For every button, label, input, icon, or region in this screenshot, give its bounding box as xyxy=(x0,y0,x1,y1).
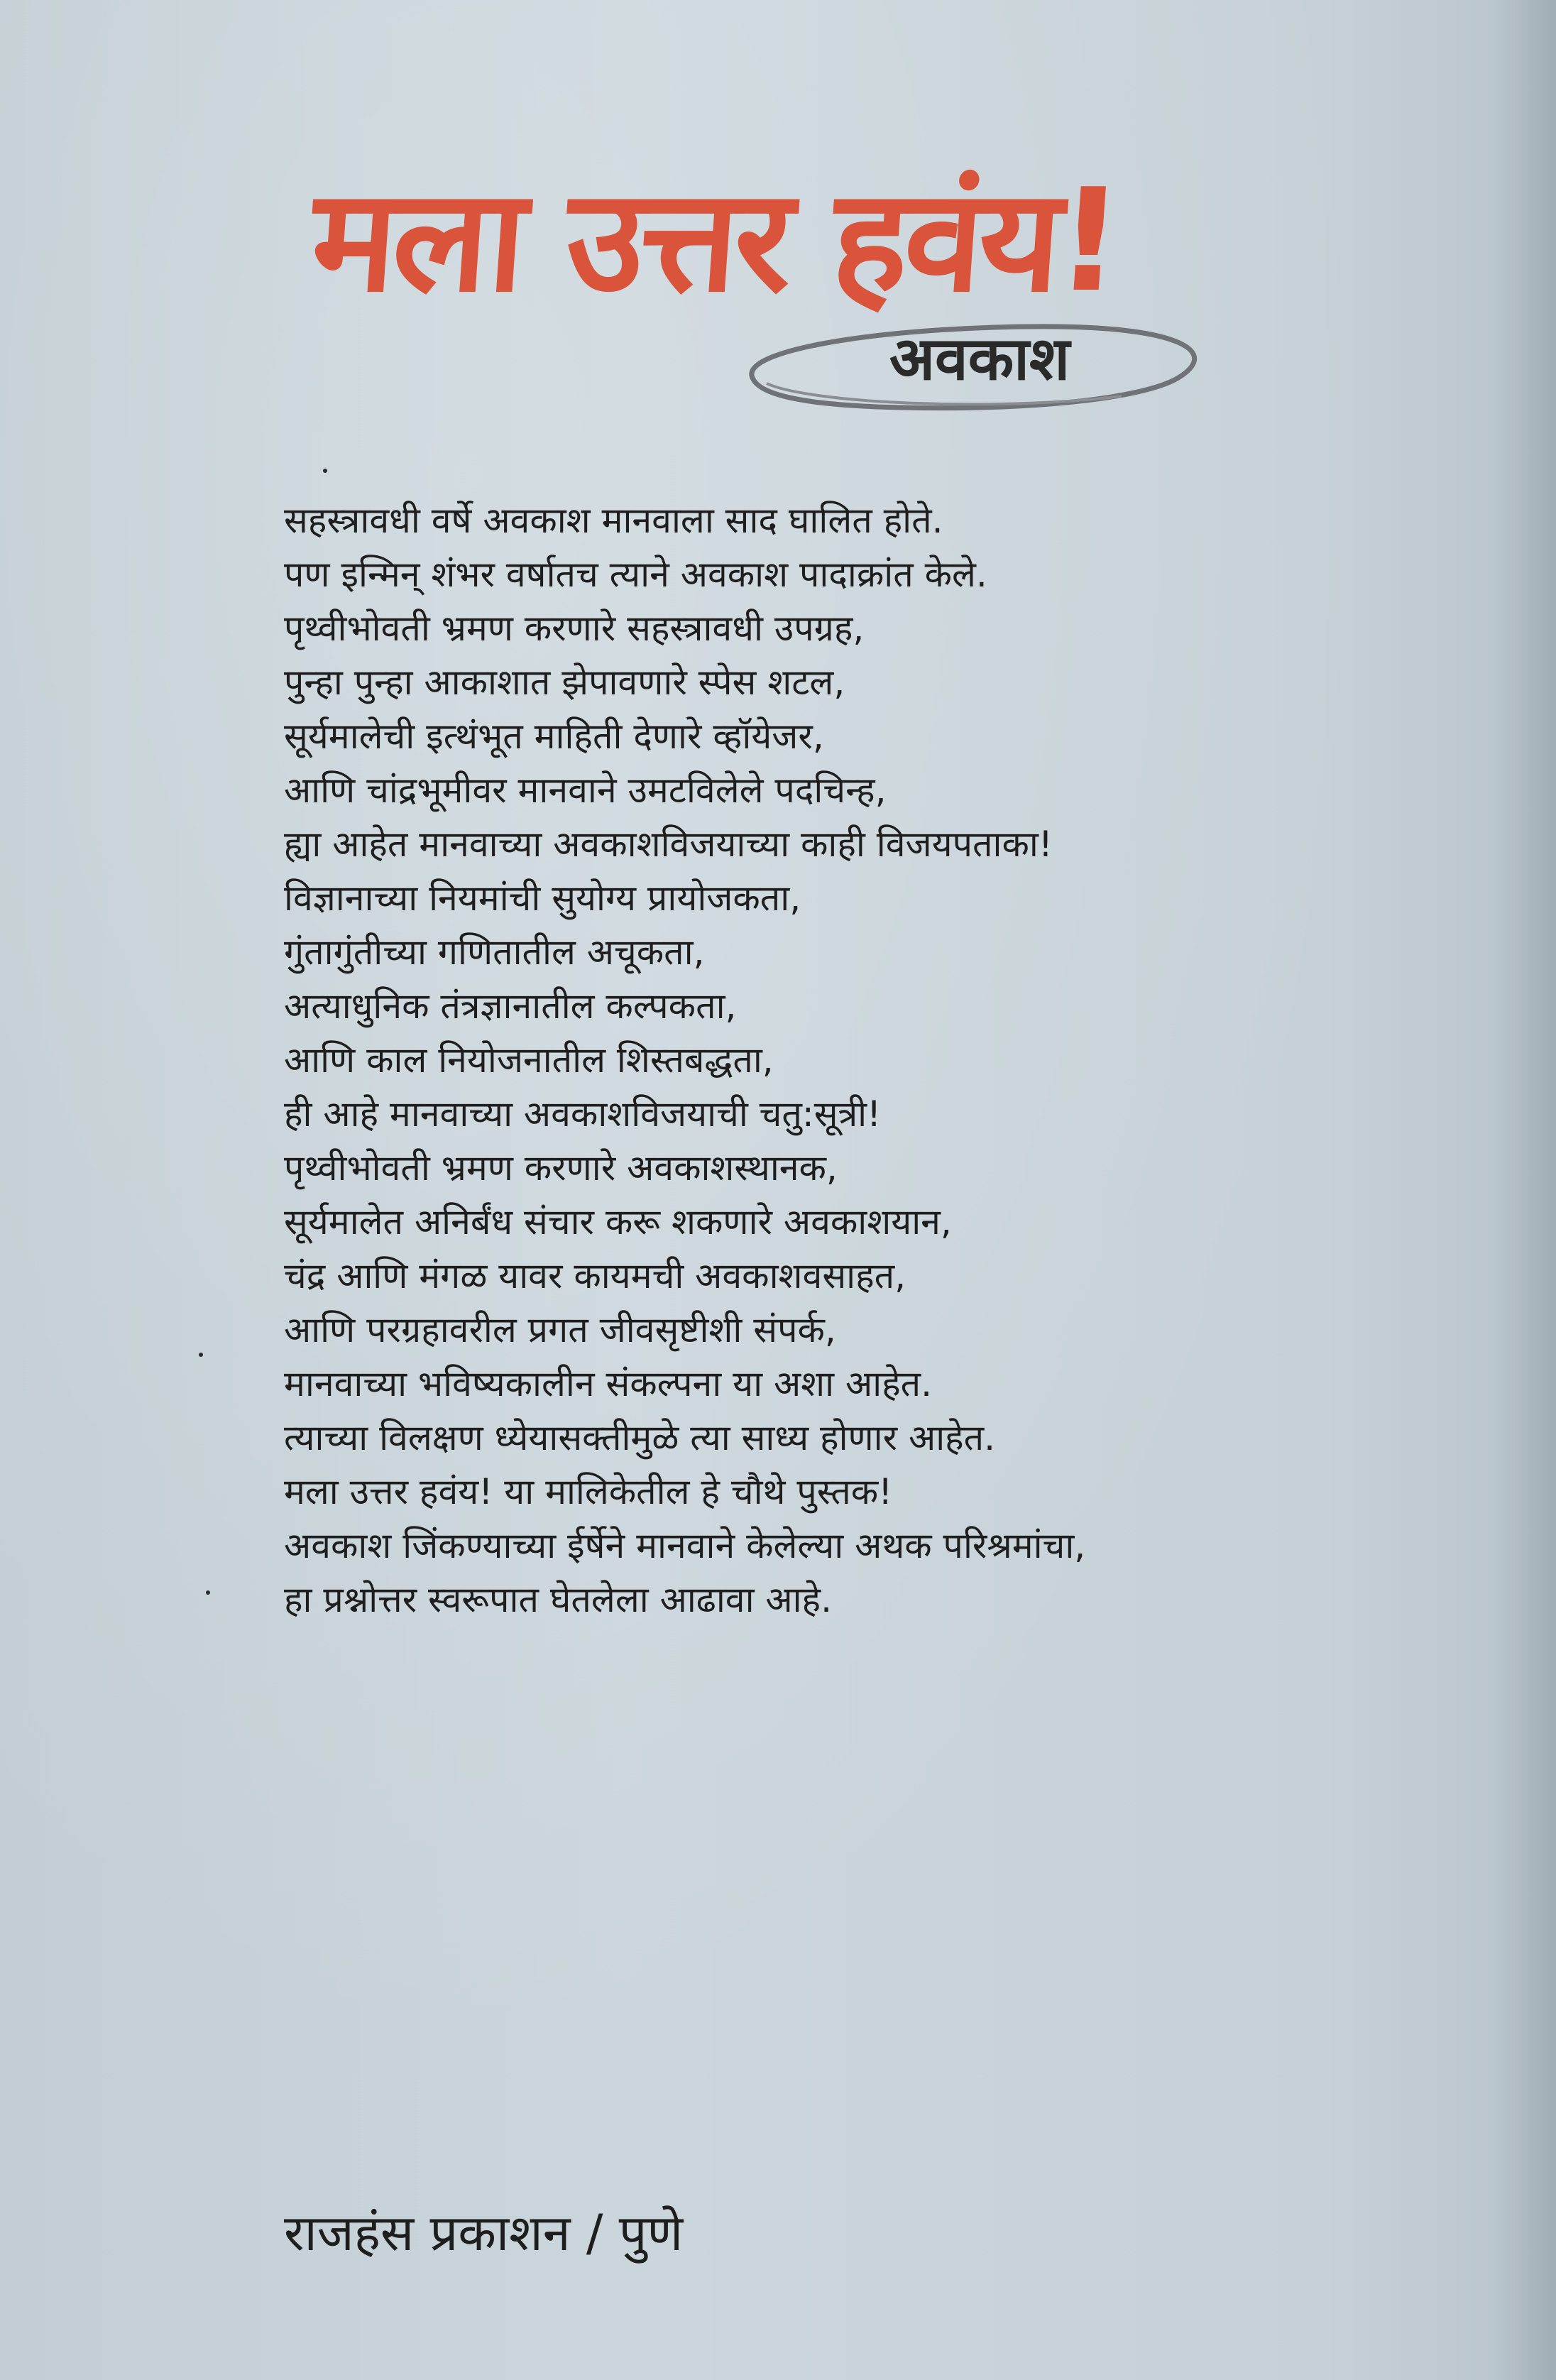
blurb-line: चंद्र आणि मंगळ यावर कायमची अवकाशवसाहत, xyxy=(284,1255,906,1297)
blurb-line: पुन्हा पुन्हा आकाशात झेपावणारे स्पेस शटल, xyxy=(284,662,845,703)
blurb-line: अवकाश जिंकण्याच्या ईर्षेने मानवाने केलेल्या अथक परिश्रमांचा, xyxy=(284,1525,1086,1566)
blurb-line: मला उत्तर हवंय! या मालिकेतील हे चौथे पुस्तक! xyxy=(284,1471,893,1512)
blurb-line: आणि काल नियोजनातील शिस्तबद्धता, xyxy=(284,1039,774,1081)
speck-mark xyxy=(206,1590,210,1595)
blurb-text xyxy=(284,493,1292,1627)
blurb-line: गुंतागुंतीच्या गणितातील अचूकता, xyxy=(284,932,705,973)
speck-mark xyxy=(323,469,327,473)
blurb-line: आणि परग्रहावरील प्रगत जीवसृष्टीशी संपर्क, xyxy=(284,1309,836,1350)
book-title: मला उत्तर हवंय! xyxy=(306,158,1124,324)
blurb-line: ह्या आहेत मानवाच्या अवकाशविजयाच्या काही विजयपताका! xyxy=(284,824,1053,865)
blurb-line: सूर्यमालेत अनिर्बंध संचार करू शकणारे अवकाशयान, xyxy=(284,1201,952,1243)
publisher-imprint: राजहंस प्रकाशन / पुणे xyxy=(284,2204,684,2262)
blurb-line: ही आहे मानवाच्या अवकाशविजयाची चतु:सूत्री! xyxy=(284,1093,882,1135)
blurb-line: पण इन्मिन् शंभर वर्षातच त्याने अवकाश पादाक्रांत केले. xyxy=(284,554,987,595)
blurb-line: त्याच्या विलक्षण ध्येयासक्तीमुळे त्या साध्य होणार आहेत. xyxy=(284,1417,996,1458)
blurb-line: विज्ञानाच्या नियमांची सुयोग्य प्रायोजकता, xyxy=(284,878,801,919)
blurb-line: हा प्रश्नोत्तर स्वरूपात घेतलेला आढावा आहे. xyxy=(284,1579,832,1620)
blurb-line: सूर्यमालेची इत्थंभूत माहिती देणारे व्हॉयेजर, xyxy=(284,716,824,757)
blurb-line: अत्याधुनिक तंत्रज्ञानातील कल्पकता, xyxy=(284,986,737,1027)
subtitle-badge xyxy=(724,312,1207,419)
blurb-line: पृथ्वीभोवती भ्रमण करणारे अवकाशस्थानक, xyxy=(284,1147,838,1189)
blurb-line: आणि चांद्रभूमीवर मानवाने उमटविलेले पदचिन्ह, xyxy=(284,770,887,811)
blurb-line: सहस्त्रावधी वर्षे अवकाश मानवाला साद घालित होते. xyxy=(284,500,943,541)
cover-edge-shadow xyxy=(1492,0,1556,2380)
blurb-line: मानवाच्या भविष्यकालीन संकल्पना या अशा आहेत. xyxy=(284,1363,933,1404)
book-subtitle: अवकाश xyxy=(889,324,1070,393)
speck-mark xyxy=(199,1353,203,1357)
blurb-line: पृथ्वीभोवती भ्रमण करणारे सहस्त्रावधी उपग्रह, xyxy=(284,608,865,649)
